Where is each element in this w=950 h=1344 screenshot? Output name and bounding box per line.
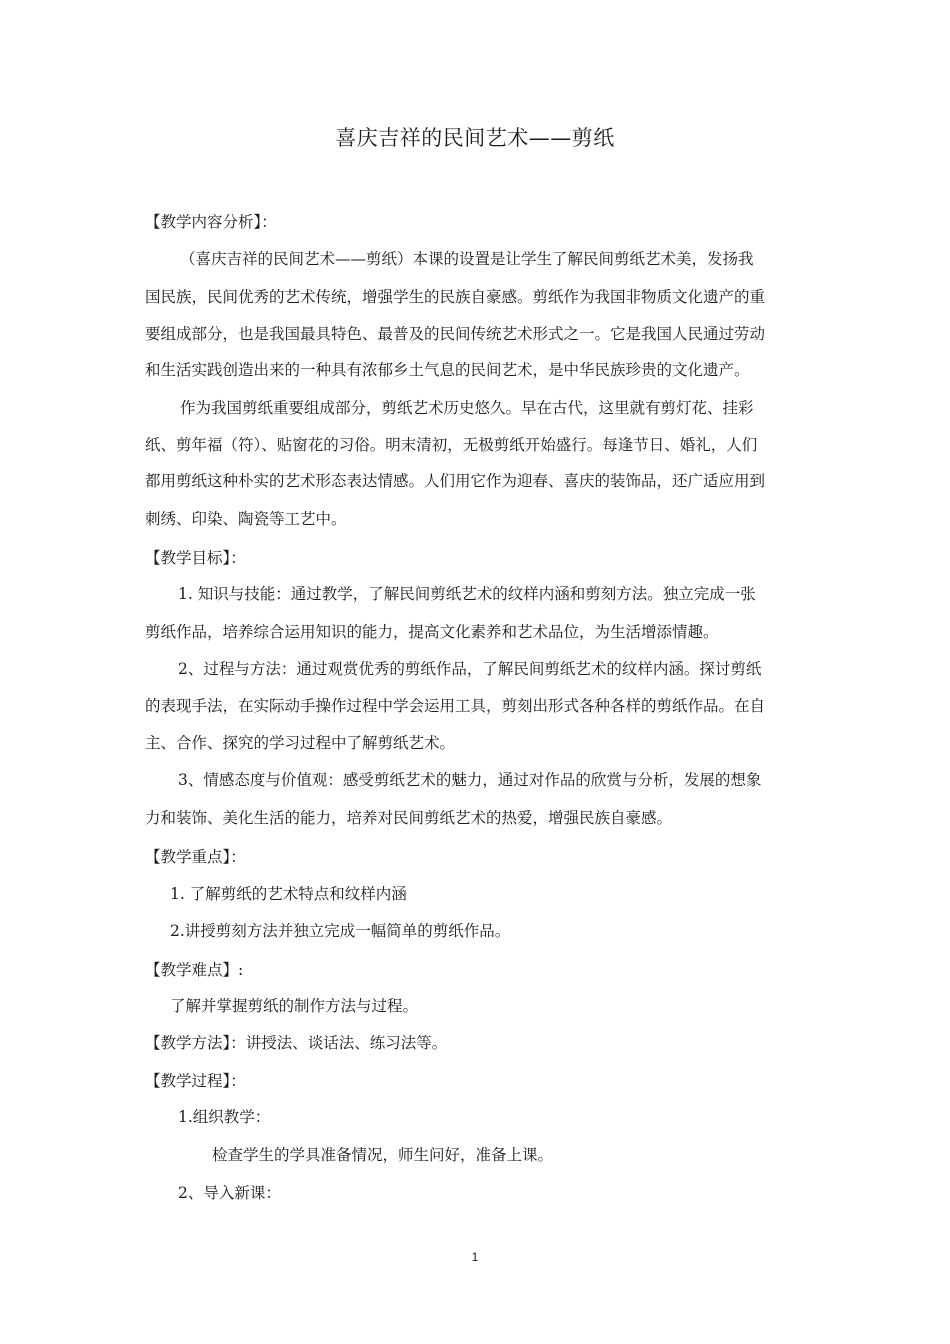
heading-process: 【教学过程】： [145, 1072, 246, 1090]
paragraph-line: 力和装饰、美化生活的能力，培养对民间剪纸艺术的热爱，增强民族自豪感。 [145, 809, 673, 827]
paragraph-line: 纸、剪年福（符）、贴窗花的习俗。明末清初，无极剪纸开始盛行。每逢节日、婚礼，人们 [145, 436, 758, 454]
paragraph-line: （喜庆吉祥的民间艺术——剪纸）本课的设置是让学生了解民间剪纸艺术美，发扬我 [180, 250, 754, 268]
paragraph-line: 了解并掌握剪纸的制作方法与过程。 [170, 997, 419, 1015]
paragraph-line: 要组成部分，也是我国最具特色、最普及的民间传统艺术形式之一。它是我国人民通过劳动 [145, 325, 766, 343]
heading-key-points: 【教学重点】： [145, 848, 246, 866]
paragraph-line: 2、过程与方法：通过观赏优秀的剪纸作品，了解民间剪纸艺术的纹样内涵。探讨剪纸 [178, 660, 762, 678]
page-number: 1 [471, 1250, 479, 1264]
paragraph-line: 检查学生的学具准备情况，师生问好，准备上课。 [212, 1146, 554, 1164]
paragraph-line: 都用剪纸这种朴实的艺术形态表达情感。人们用它作为迎春、喜庆的装饰品，还广适应用到 [145, 472, 766, 490]
document-title: 喜庆吉祥的民间艺术——剪纸 [335, 126, 615, 150]
list-item: 1. 了解剪纸的艺术特点和纹样内涵 [170, 885, 407, 903]
heading-methods: 【教学方法】：讲授法、谈话法、练习法等。 [145, 1034, 448, 1052]
paragraph-line: 国民族，民间优秀的艺术传统，增强学生的民族自豪感。剪纸作为我国非物质文化遗产的重 [145, 288, 766, 306]
list-item: 1.组织教学： [178, 1108, 271, 1126]
paragraph-line: 3、情感态度与价值观：感受剪纸艺术的魅力，通过对作品的欣赏与分析，发展的想象 [178, 771, 762, 789]
paragraph-line: 作为我国剪纸重要组成部分，剪纸艺术历史悠久。早在古代，这里就有剪灯花、挂彩 [180, 399, 754, 417]
paragraph-line: 主、合作、探究的学习过程中了解剪纸艺术。 [145, 734, 456, 752]
list-item: 2、导入新课： [178, 1184, 281, 1202]
paragraph-line: 剪纸作品，培养综合运用知识的能力，提高文化素养和艺术品位，为生活增添情趣。 [145, 623, 719, 641]
list-item: 2.讲授剪刻方法并独立完成一幅简单的剪纸作品。 [170, 922, 511, 940]
heading-content-analysis: 【教学内容分析】： [145, 213, 277, 231]
heading-teaching-goals: 【教学目标】： [145, 549, 246, 567]
paragraph-line: 和生活实践创造出来的一种具有浓郁乡土气息的民间艺术，是中华民族珍贵的文化遗产。 [145, 361, 750, 379]
paragraph-line: 刺绣、印染、陶瓷等工艺中。 [145, 510, 347, 528]
heading-difficulties: 【教学难点】: [145, 961, 244, 979]
paragraph-line: 的表现手法，在实际动手操作过程中学会运用工具，剪刻出形式各种各样的剪纸作品。在自 [145, 697, 766, 715]
paragraph-line: 1. 知识与技能：通过教学，了解民间剪纸艺术的纹样内涵和剪刻方法。独立完成一张 [178, 585, 756, 603]
